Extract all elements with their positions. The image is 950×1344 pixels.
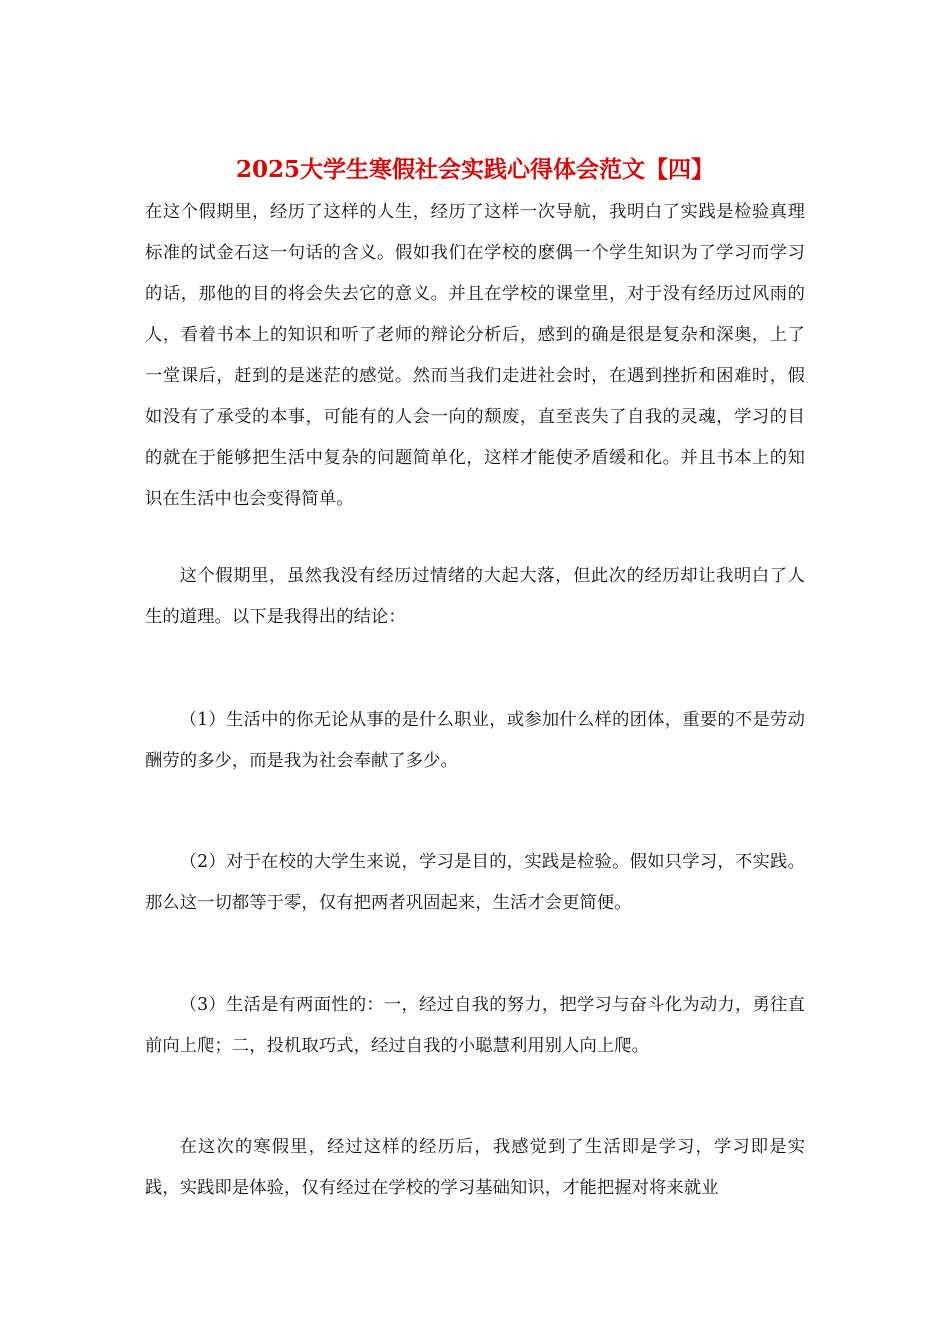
- paragraph-6: 在这次的寒假里，经过这样的经历后，我感觉到了生活即是学习，学习即是实践，实践即是体验，仅有经过在学校的学习基础知识，才能把握对将来就业: [145, 1137, 805, 1198]
- paragraph-conclusion-1: （1）生活中的你无论从事的是什么职业，或参加什么样的团体，重要的不是劳动酬劳的多少，而是我为社会奉献了多少。: [145, 710, 805, 771]
- document-title: 2025大学生寒假社会实践心得体会范文【四】: [235, 156, 714, 183]
- paragraph-conclusion-2: （2）对于在校的大学生来说，学习是目的，实践是检验。假如只学习，不实践。那么这一切都等于零，仅有把两者巩固起来，生活才会更简便。: [145, 852, 805, 913]
- paragraph-1: 在这个假期里，经历了这样的人生，经历了这样一次导航，我明白了实践是检验真理标准的试金石这一句话的含义。假如我们在学校的麽偶一个学生知识为了学习而学习的话，那他的目的将会失去它的意义。并且在学校的课堂里，对于没有经历过风雨的人，看着书本上的知识和听了老师的辩论分析后，感到的确是很是复杂和深奥，上了一堂课后，赶到的是迷茫的感觉。然而当我们走进社会时，在遇到挫折和困难时，假如没有了承受的本事，可能有的人会一向的颓废，直至丧失了自我的灵魂，学习的目的就在于能够把生活中复杂的问题简单化，这样才能使矛盾缓和化。并且书本上的知识在生活中也会变得简单。: [145, 202, 805, 509]
- paragraph-conclusion-3: （3）生活是有两面性的：一，经过自我的努力，把学习与奋斗化为动力，勇往直前向上爬；二，投机取巧式，经过自我的小聪慧利用别人向上爬。: [145, 995, 805, 1056]
- paragraph-2: 这个假期里，虽然我没有经历过情绪的大起大落，但此次的经历却让我明白了人生的道理。以下是我得出的结论：: [145, 566, 805, 627]
